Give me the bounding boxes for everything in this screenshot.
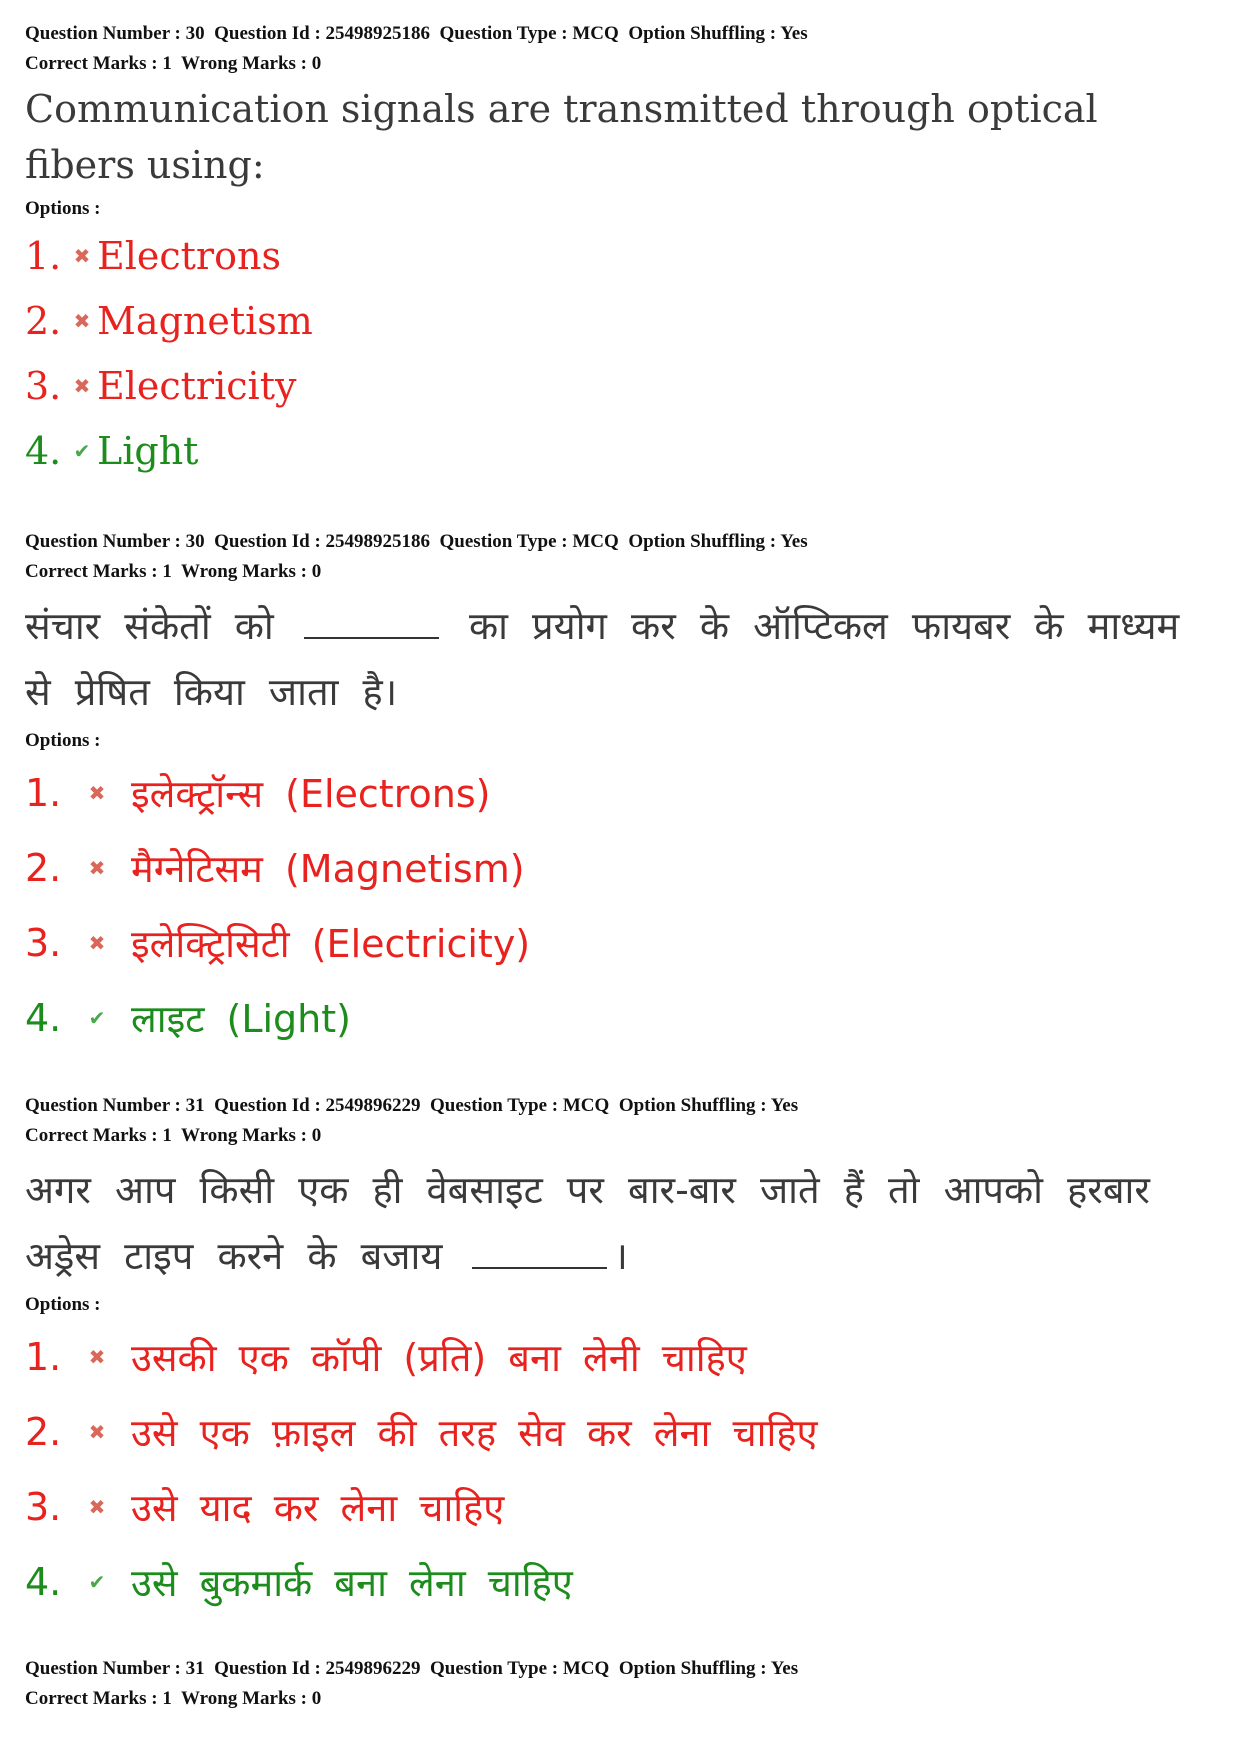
- wrong-marks-value: 0: [311, 561, 322, 582]
- option-number: 3.: [25, 920, 62, 965]
- question-block-4: [25, 1654, 1215, 1714]
- option-number: 4.: [25, 428, 62, 473]
- question-id-value: 25498925186: [325, 531, 431, 552]
- option-shuffling-value: Yes: [770, 1095, 799, 1116]
- option-3: [25, 1469, 1215, 1544]
- question-meta-line-2: [25, 49, 1215, 79]
- question-text: [25, 1157, 1215, 1289]
- cross-icon: ✖: [88, 930, 106, 955]
- option-4: [25, 1544, 1215, 1619]
- option-number: 3.: [25, 1484, 62, 1529]
- question-type-label: Question Type :: [430, 1658, 559, 1679]
- cross-icon: ✖: [73, 243, 91, 268]
- option-number: 2.: [25, 1409, 62, 1454]
- question-number-label: Question Number :: [25, 23, 181, 44]
- check-icon: ✔: [88, 1005, 106, 1030]
- question-id-value: 25498925186: [325, 23, 431, 44]
- correct-marks-value: 1: [162, 1125, 172, 1146]
- wrong-marks-label: Wrong Marks :: [181, 561, 307, 582]
- correct-marks-value: 1: [162, 561, 172, 582]
- options-label: Options :: [25, 1294, 101, 1315]
- option-number: 1.: [25, 770, 62, 815]
- correct-marks-value: 1: [162, 1688, 172, 1709]
- question-number-value: 30: [185, 23, 205, 44]
- question-id-value: 2549896229: [325, 1095, 421, 1116]
- question-number-label: Question Number :: [25, 1095, 181, 1116]
- option-text: मैग्नेटिसम (Magnetism): [131, 846, 525, 891]
- cross-icon: ✖: [73, 373, 91, 398]
- question-number-value: 31: [185, 1658, 205, 1679]
- option-text: Light: [97, 428, 199, 473]
- option-number: 1.: [25, 1334, 62, 1379]
- option-1: [25, 1319, 1215, 1394]
- option-4: [25, 980, 1215, 1055]
- option-1: [25, 223, 1215, 288]
- options-label: Options :: [25, 730, 101, 751]
- option-shuffling-label: Option Shuffling :: [628, 23, 777, 44]
- option-shuffling-value: Yes: [780, 531, 808, 552]
- wrong-marks-value: 0: [311, 1125, 322, 1146]
- option-1: [25, 755, 1215, 830]
- cross-icon: ✖: [88, 855, 106, 880]
- option-text: उसे बुकमार्क बना लेना चाहिए: [131, 1560, 573, 1605]
- question-meta-line-1: [25, 19, 1215, 49]
- question-text: Communication signals are transmitted through optical fibers using:: [25, 87, 1098, 187]
- option-2: [25, 288, 1215, 353]
- correct-marks-value: 1: [162, 53, 172, 74]
- question-type-value: MCQ: [572, 531, 619, 552]
- answer-blank: [304, 603, 439, 639]
- option-shuffling-label: Option Shuffling :: [618, 1095, 767, 1116]
- question-meta-line-2: [25, 557, 1215, 587]
- answer-blank: [472, 1233, 607, 1269]
- check-icon: ✔: [73, 438, 91, 463]
- option-shuffling-value: Yes: [780, 23, 808, 44]
- option-2: [25, 1394, 1215, 1469]
- question-block-1: [25, 19, 1215, 483]
- option-text: लाइट (Light): [131, 996, 351, 1041]
- question-type-label: Question Type :: [430, 1095, 559, 1116]
- question-number-value: 31: [185, 1095, 205, 1116]
- option-3: [25, 353, 1215, 418]
- option-text: उसकी एक कॉपी (प्रति) बना लेनी चाहिए: [131, 1335, 747, 1380]
- question-type-label: Question Type :: [439, 531, 568, 552]
- question-text-after-blank: ।: [613, 1234, 628, 1278]
- cross-icon: ✖: [88, 1494, 106, 1519]
- question-id-label: Question Id :: [214, 1095, 321, 1116]
- question-text-before-blank: संचार संकेतों को: [25, 604, 274, 648]
- option-text: Electricity: [97, 363, 297, 408]
- question-block-2: [25, 527, 1215, 1055]
- option-shuffling-label: Option Shuffling :: [628, 531, 777, 552]
- wrong-marks-label: Wrong Marks :: [181, 1125, 307, 1146]
- question-id-label: Question Id :: [214, 23, 321, 44]
- question-id-label: Question Id :: [214, 531, 321, 552]
- question-text-after-blank: का प्रयोग कर के ऑप्टिकल फायबर के माध्यम से प्रेषित किया जाता है।: [25, 604, 1180, 714]
- cross-icon: ✖: [88, 1344, 106, 1369]
- cross-icon: ✖: [73, 308, 91, 333]
- option-text: इलेक्ट्रॉन्स (Electrons): [131, 771, 491, 816]
- question-meta-line-1: [25, 1654, 1215, 1684]
- question-type-label: Question Type :: [439, 23, 568, 44]
- cross-icon: ✖: [88, 1419, 106, 1444]
- wrong-marks-label: Wrong Marks :: [181, 53, 307, 74]
- check-icon: ✔: [88, 1569, 106, 1594]
- option-number: 4.: [25, 1559, 62, 1604]
- option-text: Electrons: [97, 233, 281, 278]
- wrong-marks-label: Wrong Marks :: [181, 1688, 307, 1709]
- question-number-label: Question Number :: [25, 1658, 181, 1679]
- question-block-3: [25, 1091, 1215, 1619]
- option-text: उसे याद कर लेना चाहिए: [131, 1485, 505, 1530]
- correct-marks-label: Correct Marks :: [25, 53, 158, 74]
- option-number: 1.: [25, 233, 62, 278]
- question-text: [25, 593, 1215, 725]
- correct-marks-label: Correct Marks :: [25, 561, 158, 582]
- option-2: [25, 830, 1215, 905]
- option-number: 2.: [25, 845, 62, 890]
- option-4: [25, 418, 1215, 483]
- question-type-value: MCQ: [562, 1095, 610, 1116]
- question-meta-line-2: [25, 1684, 1215, 1714]
- question-meta-line-2: [25, 1121, 1215, 1151]
- question-meta-line-1: [25, 527, 1215, 557]
- option-number: 3.: [25, 363, 62, 408]
- option-text: Magnetism: [97, 298, 313, 343]
- question-type-value: MCQ: [572, 23, 619, 44]
- wrong-marks-value: 0: [311, 53, 322, 74]
- option-shuffling-value: Yes: [770, 1658, 799, 1679]
- wrong-marks-value: 0: [311, 1688, 322, 1709]
- question-id-value: 2549896229: [325, 1658, 421, 1679]
- option-number: 2.: [25, 298, 62, 343]
- option-3: [25, 905, 1215, 980]
- question-id-label: Question Id :: [214, 1658, 321, 1679]
- cross-icon: ✖: [88, 780, 106, 805]
- correct-marks-label: Correct Marks :: [25, 1688, 158, 1709]
- question-text-before-blank: अगर आप किसी एक ही वेबसाइट पर बार-बार जाते हैं तो आपको हरबार अड्रेस टाइप करने के बजाय: [25, 1168, 1150, 1278]
- option-shuffling-label: Option Shuffling :: [618, 1658, 767, 1679]
- correct-marks-label: Correct Marks :: [25, 1125, 158, 1146]
- option-number: 4.: [25, 995, 62, 1040]
- option-text: उसे एक फ़ाइल की तरह सेव कर लेना चाहिए: [131, 1410, 818, 1455]
- option-text: इलेक्ट्रिसिटी (Electricity): [131, 921, 531, 966]
- question-number-label: Question Number :: [25, 531, 181, 552]
- question-number-value: 30: [185, 531, 205, 552]
- options-label: Options :: [25, 198, 101, 219]
- question-type-value: MCQ: [562, 1658, 610, 1679]
- question-meta-line-1: [25, 1091, 1215, 1121]
